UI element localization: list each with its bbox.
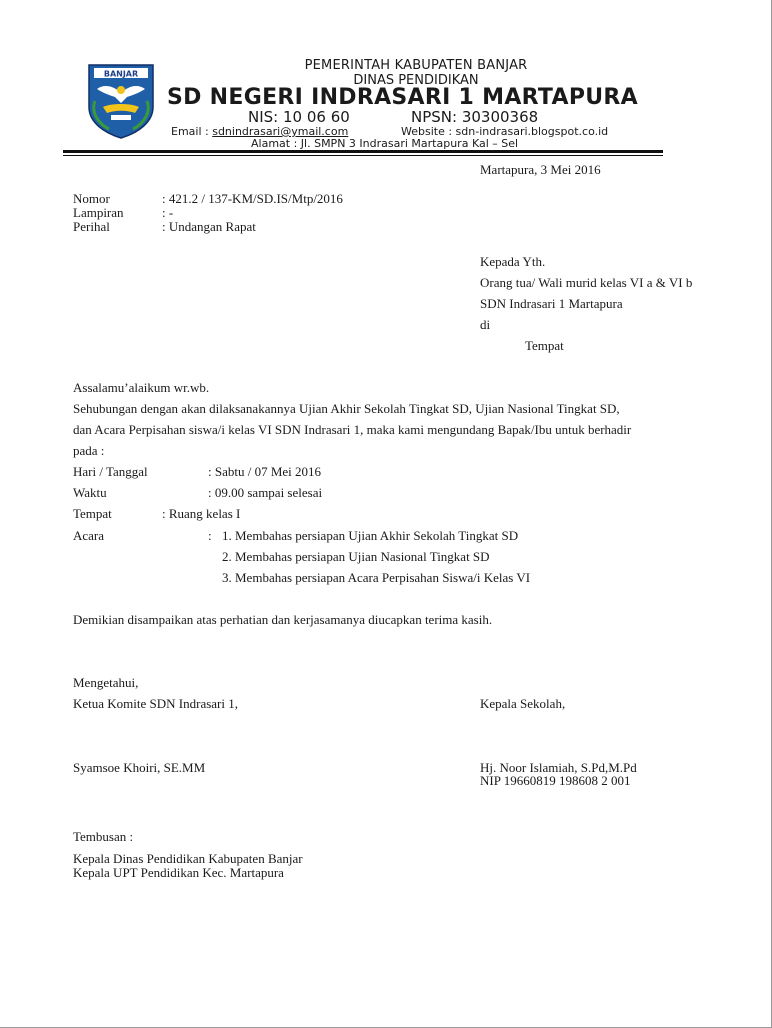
lampiran-value: : - (162, 205, 174, 220)
acara-label: Acara (73, 528, 105, 543)
cc-item: Kepala Dinas Pendidikan Kabupaten Banjar (73, 851, 303, 866)
signature-left-intro: Mengetahui, (73, 675, 139, 690)
recipient-line: di (480, 317, 491, 332)
letterhead-divider-thick (63, 150, 663, 153)
perihal-value: : Undangan Rapat (162, 219, 256, 234)
signature-right-nip: NIP 19660819 198608 2 001 (480, 773, 631, 788)
lampiran-label: Lampiran (73, 205, 124, 220)
perihal-label: Perihal (73, 219, 110, 234)
body-paragraph: Sehubungan dengan akan dilaksanakannya Ujian Akhir Sekolah Tingkat SD, Ujian Nasional Tingkat SD, (73, 401, 620, 416)
school-nis: NIS: 10 06 60 (248, 108, 350, 126)
department-name: DINAS PENDIDIKAN (353, 73, 479, 88)
school-address: Alamat : Jl. SMPN 3 Indrasari Martapura Kal – Sel (251, 137, 519, 150)
school-npsn: NPSN: 30300368 (411, 108, 539, 126)
cc-label: Tembusan : (73, 829, 134, 844)
tempat-label: Tempat (73, 506, 112, 521)
signature-right-title: Kepala Sekolah, (480, 696, 566, 711)
school-website: Website : sdn-indrasari.blogspot.co.id (401, 125, 609, 138)
recipient-line: Orang tua/ Wali murid kelas VI a & VI b (480, 275, 693, 290)
nomor-label: Nomor (73, 191, 110, 206)
letterhead-divider-thin (63, 155, 663, 156)
acara-item: 3. Membahas persiapan Acara Perpisahan Siswa/i Kelas VI (222, 570, 531, 585)
greeting: Assalamu’alaikum wr.wb. (73, 380, 210, 395)
email-label: Email : (171, 125, 213, 138)
acara-colon: : (208, 528, 212, 543)
signature-left-name: Syamsoe Khoiri, SE.MM (73, 760, 206, 775)
nomor-value: : 421.2 / 137-KM/SD.IS/Mtp/2016 (162, 191, 343, 206)
letter-date: Martapura, 3 Mei 2016 (480, 162, 601, 177)
signature-left-title: Ketua Komite SDN Indrasari 1, (73, 696, 238, 711)
signature-right-name: Hj. Noor Islamiah, S.Pd,M.Pd (480, 760, 637, 775)
body-paragraph: pada : (73, 443, 105, 458)
school-name: SD NEGERI INDRASARI 1 MARTAPURA (167, 85, 638, 110)
body-paragraph: dan Acara Perpisahan siswa/i kelas VI SDN Indrasari 1, maka kami mengundang Bapak/Ibu untuk berhadir (73, 422, 632, 437)
hari-value: : Sabtu / 07 Mei 2016 (208, 464, 322, 479)
tempat-value: : Ruang kelas I (162, 506, 241, 521)
closing-sentence: Demikian disampaikan atas perhatian dan kerjasamanya diucapkan terima kasih. (73, 612, 493, 627)
cc-item: Kepala UPT Pendidikan Kec. Martapura (73, 865, 284, 880)
waktu-value: : 09.00 sampai selesai (208, 485, 323, 500)
svg-text:BANJAR: BANJAR (103, 69, 139, 79)
recipient-line: Tempat (525, 338, 564, 353)
government-name: PEMERINTAH KABUPATEN BANJAR (304, 58, 528, 73)
acara-item: 2. Membahas persiapan Ujian Nasional Tingkat SD (222, 549, 490, 564)
recipient-line: Kepada Yth. (480, 254, 546, 269)
waktu-label: Waktu (73, 485, 107, 500)
acara-item: 1. Membahas persiapan Ujian Akhir Sekolah Tingkat SD (222, 528, 519, 543)
hari-label: Hari / Tanggal (73, 464, 148, 479)
email-link[interactable]: sdnindrasari@ymail.com (212, 125, 349, 138)
recipient-line: SDN Indrasari 1 Martapura (480, 296, 623, 311)
